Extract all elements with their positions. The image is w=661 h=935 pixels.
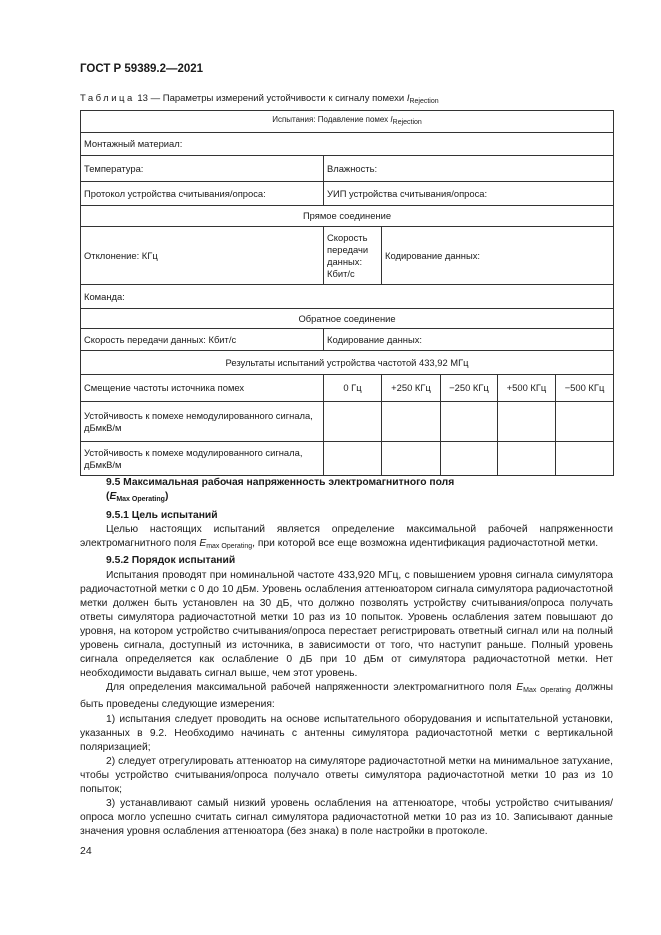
cell-protocol: Протокол устройства считывания/опроса: bbox=[81, 182, 324, 206]
document-header: ГОСТ Р 59389.2—2021 bbox=[80, 63, 204, 75]
cell-empty bbox=[324, 402, 382, 442]
cell-offset-minus500: −500 КГц bbox=[556, 375, 614, 402]
cell-empty bbox=[556, 402, 614, 442]
cell-empty bbox=[498, 402, 556, 442]
list-item-3: 3) устанавливают самый низкий уровень ослабления на аттенюаторе, чтобы устройство считывания/опроса могло успешно считать сигнал симулятора радиочастотной метки 10 раз из 10. Записывают данные значения уровня ослабления аттенюатора (без знака) в поле настройки в протоколе. bbox=[80, 798, 613, 838]
cell-deviation: Отклонение: КГц bbox=[81, 227, 324, 285]
cell-coding-reverse: Кодирование данных: bbox=[324, 329, 614, 351]
cell-empty bbox=[382, 402, 441, 442]
cell-results: Результаты испытаний устройства частотой 433,92 МГц bbox=[81, 351, 614, 375]
cell-offset-plus500: +500 КГц bbox=[498, 375, 556, 402]
cell-reverse: Обратное соединение bbox=[81, 309, 614, 329]
cell-offset-plus250: +250 КГц bbox=[382, 375, 441, 402]
list-item-2: 2) следует отрегулировать аттенюатор на симуляторе радиочастотной метки на минимальное затухание, чтобы устройство считывания/опроса получало ответы симулятора радиочастотной метки 10 раз из 10 попыток; bbox=[80, 755, 613, 795]
cell-offset-0: 0 Гц bbox=[324, 375, 382, 402]
cell-humidity: Влажность: bbox=[324, 156, 614, 182]
cell-unmodulated: Устойчивость к помехе немодулированного сигнала, дБмкВ/м bbox=[81, 402, 324, 442]
page-number: 24 bbox=[80, 845, 92, 857]
cell-coding: Кодирование данных: bbox=[382, 227, 614, 285]
cell-mount: Монтажный материал: bbox=[81, 133, 614, 156]
cell-empty bbox=[441, 442, 498, 476]
table-caption: Таблица 13 — Параметры измерений устойчивости к сигналу помехи $I_{Rejection}$ bbox=[80, 93, 439, 105]
cell-empty bbox=[441, 402, 498, 442]
section-9-5-1-text: Целью настоящих испытаний является определение максимальной рабочей напряженности электромагнитного поля $E_{max Operating}$, при которой все еще возможна идентификация радиочастотной метки. bbox=[80, 524, 613, 551]
cell-offset-minus250: −250 КГц bbox=[441, 375, 498, 402]
cell-iup: УИП устройства считывания/опроса: bbox=[324, 182, 614, 206]
section-9-5-symbol: $(E_{Max Operating})$ bbox=[106, 491, 169, 504]
cell-speed-reverse: Скорость передачи данных: Кбит/с bbox=[81, 329, 324, 351]
cell-modulated: Устойчивость к помехе модулированного сигнала, дБмкВ/м bbox=[81, 442, 324, 476]
paragraph-1: Испытания проводят при номинальной частоте 433,920 МГц, с повышением уровня сигнала симулятора радиочастотной метки с 0 до 10 дБм. Уровень ослабления аттенюатором сигнала симулятора радиочастотной метки должен быть установлен на 30 дБ, что должно позволять устройству считывания/опроса получать ответы симулятора радиочастотной метки 10 раз из 10 попыток. Уровень ослабления затем повышают до уровня, на котором устройство считывания/опроса перестает регистрировать ответный сигнал или на полный уровень сигнала, доступный из источника, в зависимости от того, что наступит раньше. Полный уровень сигнала определяется как ослабление 0 дБ при 10 дБм от симулятора радиочастотной метки. Нет необходимости выдавать сигнал выше, чем этот уровень. bbox=[80, 569, 613, 680]
cell-empty bbox=[382, 442, 441, 476]
parameters-table bbox=[80, 110, 614, 476]
cell-empty bbox=[556, 442, 614, 476]
section-9-5-title: 9.5 Максимальная рабочая напряженность электромагнитного поля bbox=[106, 477, 455, 488]
cell-speed: Скорость передачи данных: Кбит/с bbox=[324, 227, 382, 285]
section-9-5-2-title: 9.5.2 Порядок испытаний bbox=[106, 555, 236, 567]
list-item-1: 1) испытания следует проводить на основе испытательного оборудования и испытательной установки, указанных в 9.2. Необходимо начинать с антенны симулятора радиочастотной метки с вертикальной поляризацией; bbox=[80, 713, 613, 753]
cell-forward: Прямое соединение bbox=[81, 206, 614, 227]
section-9-5-1-title: 9.5.1 Цель испытаний bbox=[106, 510, 218, 522]
paragraph-2: Для определения максимальной рабочей напряженности электромагнитного поля $E_{Max Operating}$ должны быть проведены следующие измерения: bbox=[80, 682, 613, 711]
section-body bbox=[80, 476, 613, 839]
cell-empty bbox=[324, 442, 382, 476]
cell-empty bbox=[498, 442, 556, 476]
cell-command: Команда: bbox=[81, 285, 614, 309]
cell-temperature: Температура: bbox=[81, 156, 324, 182]
cell-offset-label: Смещение частоты источника помех bbox=[81, 375, 324, 402]
table-title: Испытания: Подавление помех $I_{Rejection}$ bbox=[81, 111, 614, 133]
